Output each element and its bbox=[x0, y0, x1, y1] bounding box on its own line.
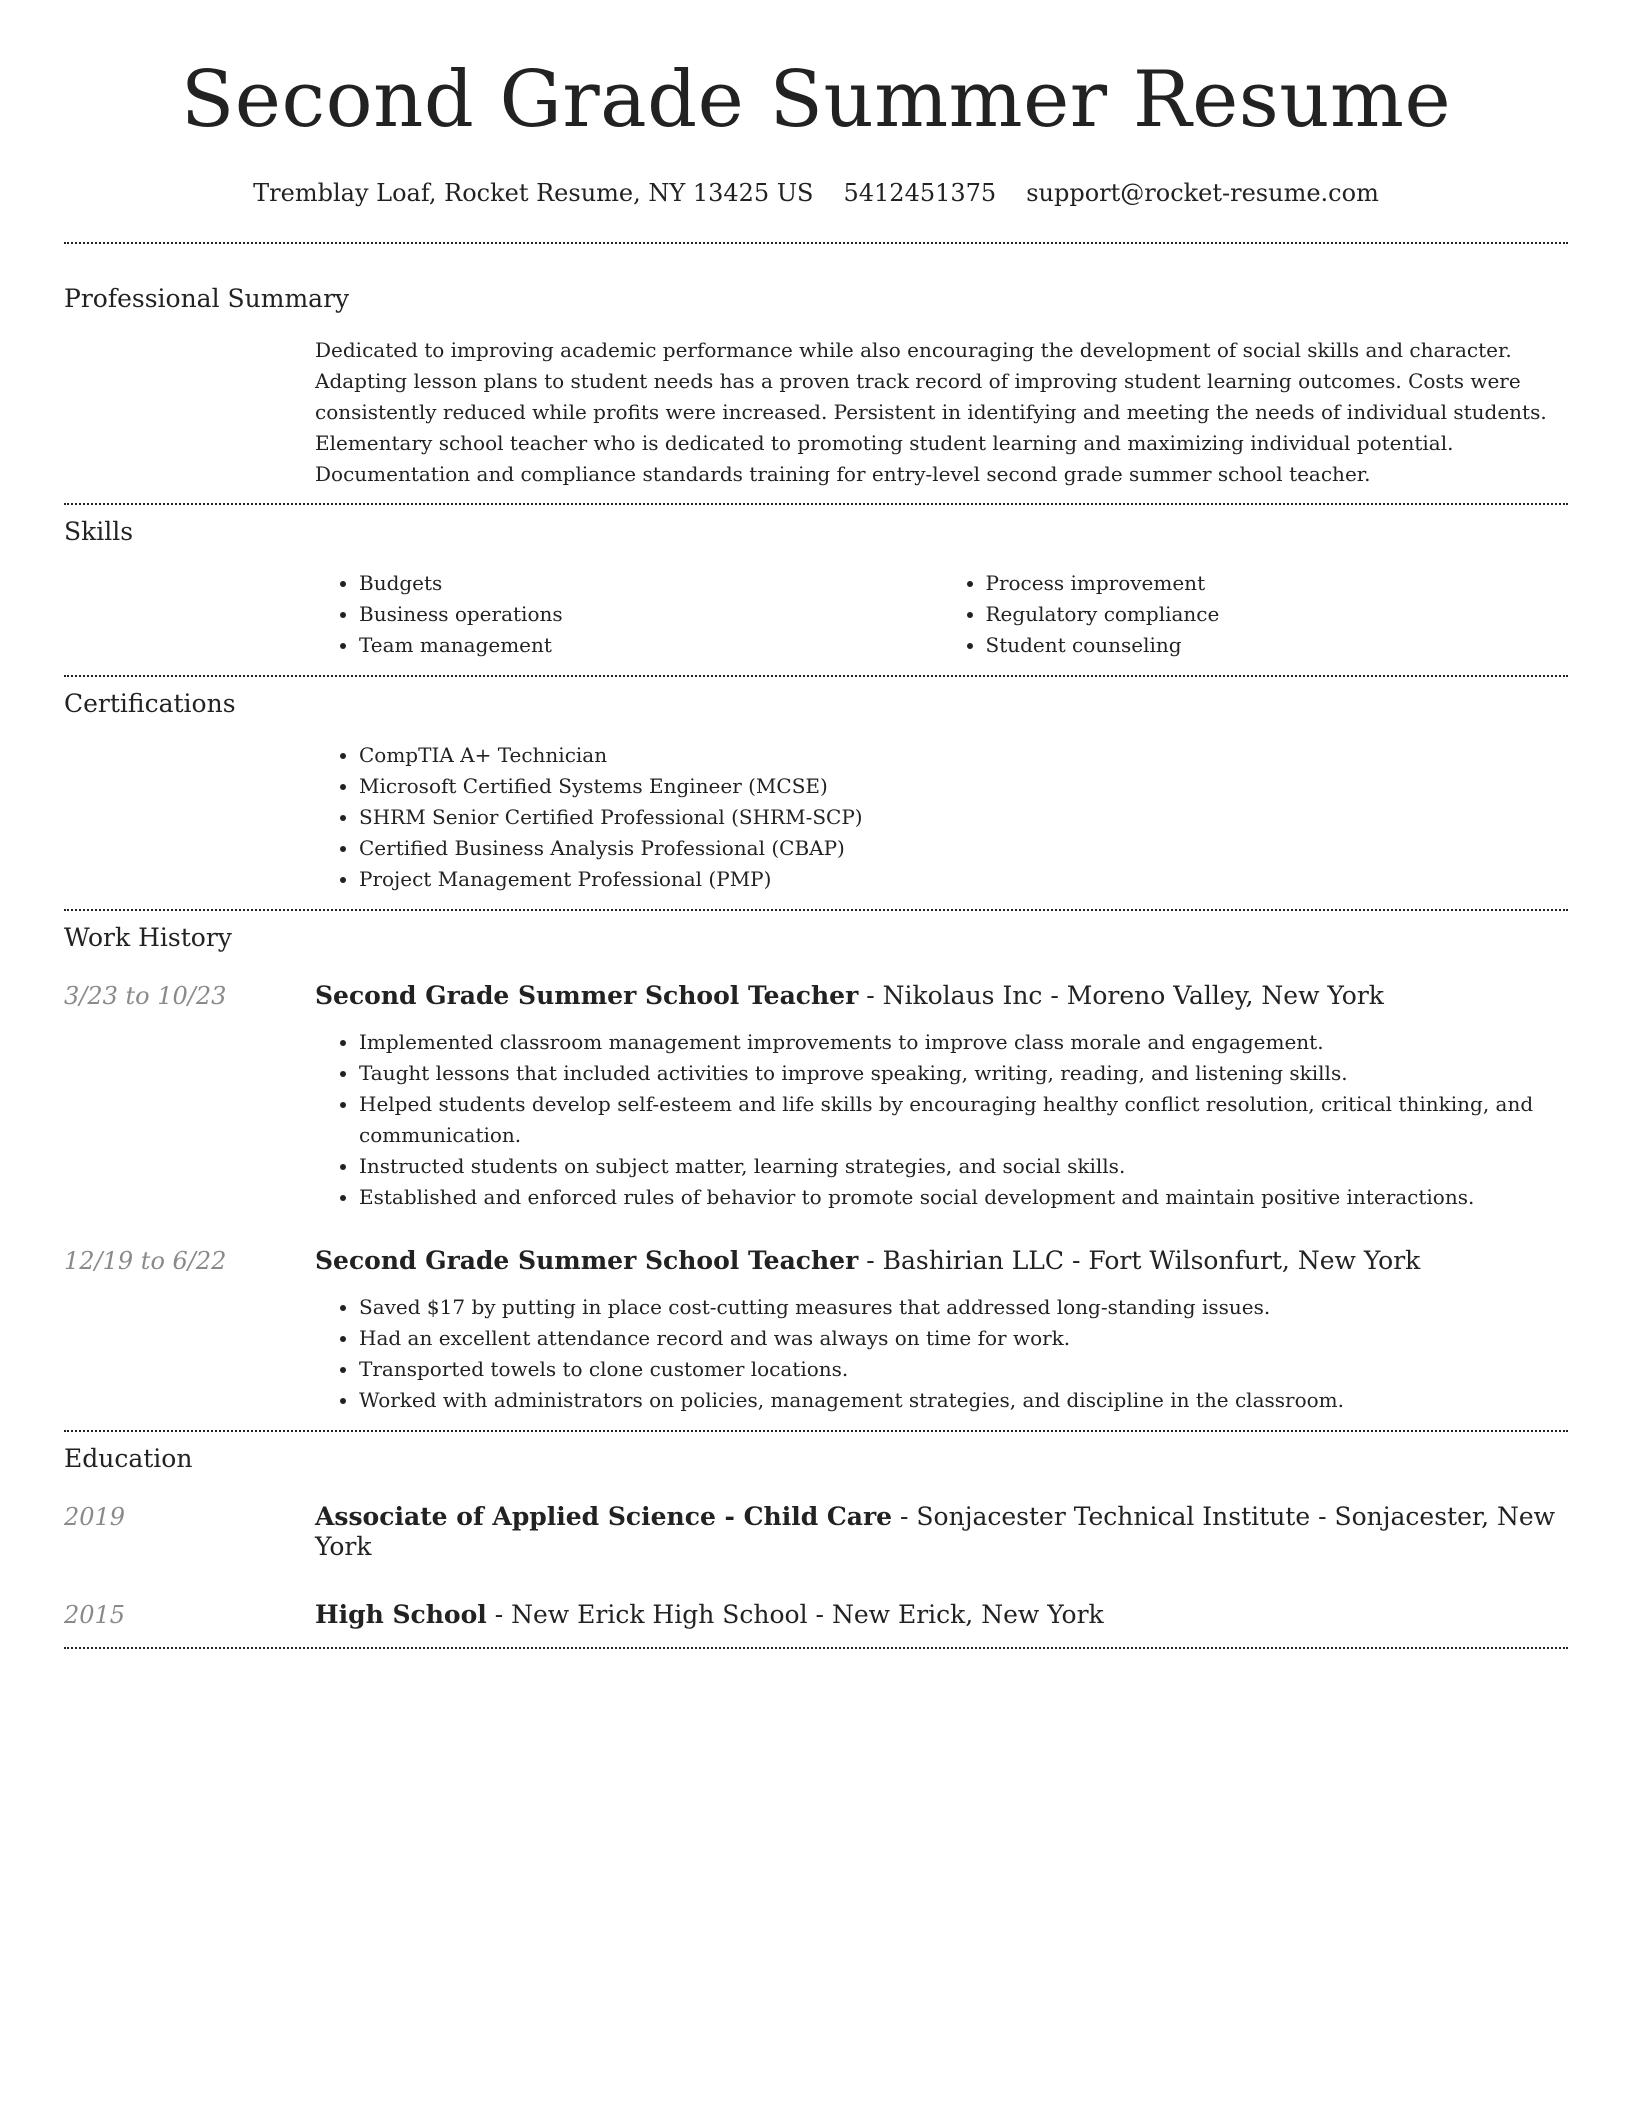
section-heading-skills: Skills bbox=[64, 517, 134, 546]
skills-list-right bbox=[942, 568, 1569, 661]
job-dates: 3/23 to 10/23 bbox=[64, 982, 227, 1010]
skill-item: • Budgets bbox=[359, 568, 942, 599]
skills-block bbox=[315, 568, 1568, 661]
certification-item: • CompTIA A+ Technician bbox=[359, 740, 1568, 771]
education-heading bbox=[315, 1502, 1568, 1562]
job-duty-item: • Had an excellent attendance record and was always on time for work. bbox=[359, 1323, 1568, 1354]
job-title: Second Grade Summer School Teacher bbox=[315, 981, 859, 1010]
job-duties bbox=[315, 1292, 1568, 1416]
skill-item: • Business operations bbox=[359, 599, 942, 630]
education-year: 2015 bbox=[64, 1601, 126, 1629]
certifications-block bbox=[315, 740, 1568, 895]
job-employer-location: - Bashirian LLC - Fort Wilsonfurt, New York bbox=[858, 1246, 1421, 1275]
education-school-location: - Sonjacester Technical Institute - Sonjacester, New York bbox=[315, 1502, 1556, 1561]
job-duty-item: • Established and enforced rules of behavior to promote social development and maintain positive interactions. bbox=[359, 1182, 1568, 1213]
job-duty-item: • Instructed students on subject matter, learning strategies, and social skills. bbox=[359, 1151, 1568, 1182]
job-dates: 12/19 to 6/22 bbox=[64, 1247, 227, 1275]
education-degree: High School bbox=[315, 1600, 487, 1629]
job-duty-item: • Transported towels to clone customer locations. bbox=[359, 1354, 1568, 1385]
education-degree: Associate of Applied Science - Child Care bbox=[315, 1502, 893, 1531]
education-entry bbox=[64, 1502, 1568, 1562]
skill-item: • Student counseling bbox=[986, 630, 1569, 661]
section-heading-work-history: Work History bbox=[64, 923, 232, 952]
job-duty-item: • Worked with administrators on policies, management strategies, and discipline in the classroom. bbox=[359, 1385, 1568, 1416]
section-divider bbox=[64, 503, 1568, 505]
contact-address: Tremblay Loaf, Rocket Resume, NY 13425 US bbox=[253, 179, 814, 207]
skill-item: • Team management bbox=[359, 630, 942, 661]
job-title: Second Grade Summer School Teacher bbox=[315, 1246, 859, 1275]
certification-item: • Microsoft Certified Systems Engineer (MCSE) bbox=[359, 771, 1568, 802]
section-divider bbox=[64, 242, 1568, 244]
job-duty-item: • Taught lessons that included activities to improve speaking, writing, reading, and listening skills. bbox=[359, 1058, 1568, 1089]
certification-item: • SHRM Senior Certified Professional (SHRM-SCP) bbox=[359, 802, 1568, 833]
resume-page bbox=[64, 0, 1568, 1649]
summary-block bbox=[315, 335, 1568, 490]
skill-item: • Regulatory compliance bbox=[986, 599, 1569, 630]
skills-list-left bbox=[315, 568, 942, 661]
job-duties-list bbox=[315, 1292, 1568, 1416]
education-heading bbox=[315, 1600, 1104, 1630]
section-heading-education: Education bbox=[64, 1444, 193, 1473]
job-duty-item: • Saved $17 by putting in place cost-cutting measures that addressed long-standing issues. bbox=[359, 1292, 1568, 1323]
section-divider bbox=[64, 1430, 1568, 1432]
education-school-location: - New Erick High School - New Erick, New York bbox=[486, 1600, 1104, 1629]
job-entry bbox=[64, 981, 1568, 1011]
job-duty-item: • Implemented classroom management improvements to improve class morale and engagement. bbox=[359, 1027, 1568, 1058]
summary-text: Dedicated to improving academic performance while also encouraging the development of social skills and character. Adapting lesson plans to student needs has a proven track record of improving student learning outcomes. Costs were consistently reduced while profits were increased. Persistent in identifying and meeting the needs of individual students. Elementary school teacher who is dedicated to promoting student learning and maximizing individual potential. Documentation and compliance standards training for entry-level second grade summer school teacher. bbox=[315, 338, 1547, 486]
skills-grid bbox=[315, 568, 1568, 661]
job-employer-location: - Nikolaus Inc - Moreno Valley, New York bbox=[858, 981, 1384, 1010]
job-heading bbox=[315, 1246, 1420, 1276]
section-divider bbox=[64, 1647, 1568, 1649]
contact-line bbox=[64, 178, 1568, 208]
skill-item: • Process improvement bbox=[986, 568, 1569, 599]
job-heading bbox=[315, 981, 1384, 1011]
resume-title: Second Grade Summer Resume bbox=[180, 55, 1452, 145]
education-entry bbox=[64, 1600, 1568, 1630]
certification-item: • Project Management Professional (PMP) bbox=[359, 864, 1568, 895]
section-heading-certifications: Certifications bbox=[64, 689, 236, 718]
job-duties bbox=[315, 1027, 1568, 1213]
job-duty-item: • Helped students develop self-esteem and life skills by encouraging healthy conflict resolution, critical thinking, and communication. bbox=[359, 1089, 1568, 1151]
contact-phone: 5412451375 bbox=[843, 179, 997, 207]
certification-item: • Certified Business Analysis Professional (CBAP) bbox=[359, 833, 1568, 864]
contact-email: support@rocket-resume.com bbox=[1026, 179, 1379, 207]
section-heading-summary: Professional Summary bbox=[64, 284, 350, 313]
section-divider bbox=[64, 675, 1568, 677]
job-duties-list bbox=[315, 1027, 1568, 1213]
job-entry bbox=[64, 1246, 1568, 1276]
certifications-list bbox=[315, 740, 1568, 895]
education-year: 2019 bbox=[64, 1503, 126, 1531]
section-divider bbox=[64, 909, 1568, 911]
